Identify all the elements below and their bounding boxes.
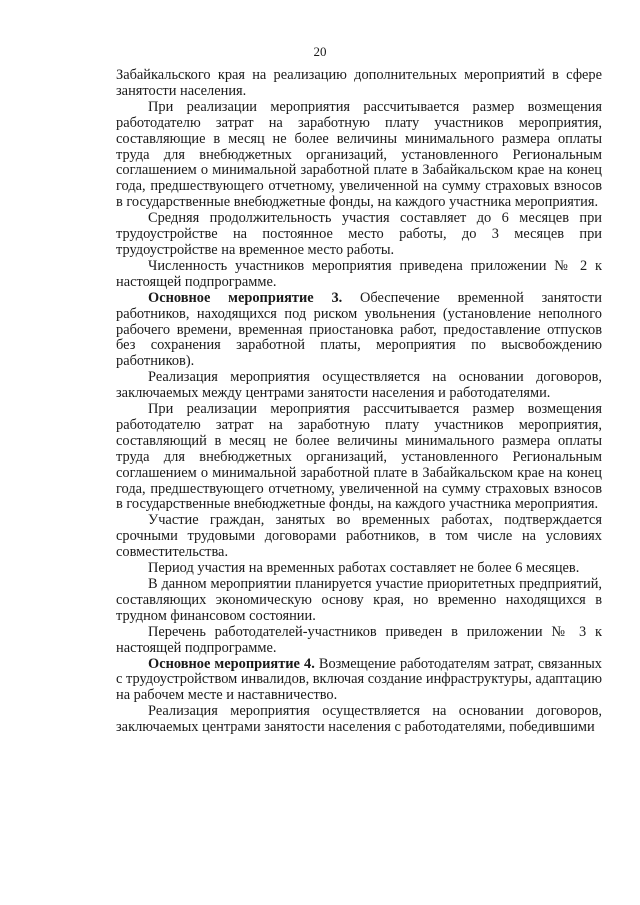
paragraph [116,561,602,577]
paragraph [116,370,602,402]
paragraph-text: Реализация мероприятия осуществляется на основании договоров, заключаемых центрами занятости населения с работодателями, победившими [116,703,602,736]
paragraph-text: Численность участников мероприятия приведена приложении № 2 к настоящей подпрограмме. [116,257,602,290]
paragraph-text: Забайкальского края на реализацию дополнительных мероприятий в сфере занятости населения. [116,67,602,99]
page-number: 20 [313,44,327,59]
paragraph-text: При реализации мероприятия рассчитывается размер возмещения работодателю затрат на заработную плату участников мероприятия, составляющий в месяц не более величины минимального размера оплаты труда для внебюджетных организаций, установленного Региональным соглашением о минимальной заработной плате в Забайкальском крае на конец года, предшествующего отчетному, увеличенной на сумму страховых взносов в государственные внебюджетные фонды, на каждого участника мероприятия. [116,401,602,513]
section-heading: Основное мероприятие 3. [148,289,343,306]
paragraph [116,402,602,513]
paragraph-text: Возмещение работодателям затрат, связанных с трудоустройством инвалидов, включая создание инфраструктуры, адаптацию на рабочем месте и наставничество. [116,655,603,704]
paragraph [116,100,602,211]
paragraph-text: Реализация мероприятия осуществляется на основании договоров, заключаемых между центрами занятости населения и работодателями. [116,369,602,402]
paragraph-text: Обеспечение временной занятости работников, находящихся под риском увольнения (установление неполного рабочего времени, временная приостановка работ, предоставление отпусков без сохранения заработной платы, мероприятия по высвобождению работников). [116,289,602,370]
document-body [116,68,602,736]
paragraph-text: Средняя продолжительность участия составляет до 6 месяцев при трудоустройстве на постоянное место работы, до 3 месяцев при трудоустройстве на временное место работы. [116,210,602,258]
paragraph-text: Период участия на временных работах составляет не более 6 месяцев. [148,560,580,577]
paragraph [116,577,602,625]
paragraph-text: В данном мероприятии планируется участие приоритетных предприятий, составляющих экономическую основу края, но временно находящихся в трудном финансовом состоянии. [116,576,602,624]
paragraph [116,704,602,736]
paragraph [116,657,602,705]
paragraph [116,68,602,100]
paragraph-text: Участие граждан, занятых во временных работах, подтверждается срочными трудовыми договорами работников, в том числе на условиях совместительства. [116,512,602,561]
paragraph [116,259,602,291]
paragraph [116,291,602,371]
paragraph-text: При реализации мероприятия рассчитывается размер возмещения работодателю затрат на заработную плату участников мероприятия, составляющие в месяц не более величины минимального размера оплаты труда для внебюджетных организаций, установленного Региональным соглашением о минимальной заработной плате в Забайкальском крае на конец года, предшествующего отчетному, увеличенной на сумму страховых взносов в государственные внебюджетные фонды, на каждого участника мероприятия. [116,98,602,211]
paragraph [116,211,602,259]
paragraph [116,513,602,561]
paragraph-text: Перечень работодателей-участников приведен в приложении № 3 к настоящей подпрограмме. [116,623,602,656]
section-heading: Основное мероприятие 4. [148,655,315,672]
paragraph [116,625,602,657]
